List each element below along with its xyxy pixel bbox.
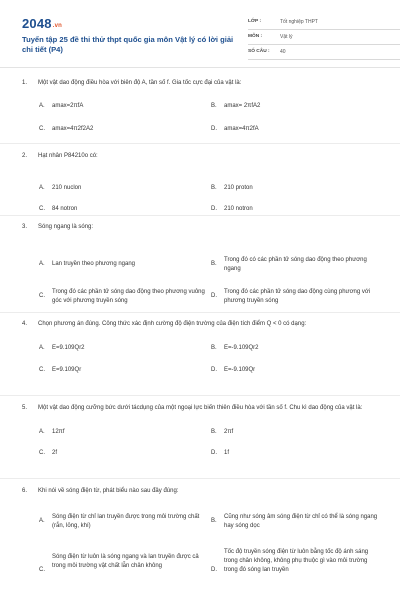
option-letter: A. (39, 518, 45, 524)
option-text: 12πf (52, 429, 65, 435)
option-list (22, 161, 382, 212)
question-number: 1. (22, 80, 28, 86)
meta-label: MÔN : (248, 34, 263, 39)
option-letter: C. (39, 206, 45, 212)
option-text: E=-9.109Qr (224, 367, 256, 373)
option-letter: B. (211, 518, 217, 524)
meta-label: LỚP : (248, 19, 262, 24)
option-letter: B. (211, 261, 217, 267)
question-divider (0, 395, 400, 396)
option-text: Trong đó các phần tử sóng dao động cùng phương với phương truyền sóng (224, 289, 371, 304)
option-letter: A. (39, 261, 45, 267)
option-text: 2πf (224, 429, 234, 435)
question-divider (0, 478, 400, 479)
option-text: E=9.109Qr2 (52, 345, 85, 351)
header-divider (0, 67, 400, 68)
option-letter: D. (211, 293, 217, 299)
option-text: Lan truyền theo phương ngang (52, 261, 136, 267)
option-letter: D. (211, 567, 217, 573)
option-text: amax= 2πfA2 (224, 103, 261, 109)
option-list (22, 232, 382, 312)
option-letter: A. (39, 429, 45, 435)
meta-value: Vật lý (280, 34, 293, 40)
meta-value: 40 (280, 49, 286, 55)
site-logo[interactable] (22, 16, 62, 31)
question-4 (22, 320, 382, 373)
question-number: 2. (22, 153, 28, 159)
logo-suffix: .vn (52, 23, 63, 29)
option-letter: B. (211, 345, 217, 351)
option-text: Sóng điện từ chỉ lan truyền được trong môi trường chất (rắn, lỏng, khí) (52, 514, 200, 529)
question-number: 5. (22, 405, 28, 411)
option-text: amax=4π2fA (224, 126, 259, 132)
question-number: 4. (22, 321, 28, 327)
document-meta (248, 16, 400, 61)
question-stem (22, 79, 382, 88)
option-letter: D. (211, 126, 217, 132)
option-text: Trong đó có các phần tử sóng dao động theo phương ngang (224, 257, 367, 272)
document-title: Tuyển tập 25 đề thi thử thpt quốc gia môn Vật lý có lời giải chi tiết (P4) (22, 35, 234, 54)
question-divider (0, 215, 400, 216)
option-letter: B. (211, 103, 217, 109)
option-letter: A. (39, 185, 45, 191)
option-letter: C. (39, 450, 45, 456)
option-text: E=-9.109Qr2 (224, 345, 259, 351)
option-list (22, 88, 382, 132)
question-5 (22, 404, 382, 456)
option-text: 1f (224, 450, 230, 456)
question-text: Một vật dao động cưỡng bức dưới tácdụng của một ngoại lực biến thiên điều hòa với tần số f. Chu kì dao động của vật là: (38, 405, 363, 411)
question-2 (22, 152, 382, 212)
meta-row-class (248, 16, 400, 30)
option-letter: A. (39, 103, 45, 109)
option-text: E=9.109Qr (52, 367, 82, 373)
option-letter: C. (39, 126, 45, 132)
question-number: 6. (22, 488, 28, 494)
question-divider (0, 143, 400, 144)
option-letter: C. (39, 293, 45, 299)
page-header (22, 16, 382, 66)
option-text: Tốc độ truyền sóng điện từ luôn bằng tốc độ ánh sáng trong chân không, không phụ thuộc gì vào môi trường trong đó sóng lan truyền (224, 549, 369, 573)
meta-value: Tốt nghiệp THPT (280, 19, 318, 25)
question-stem (22, 487, 382, 496)
question-3 (22, 223, 382, 312)
question-divider (0, 312, 400, 313)
question-stem (22, 223, 382, 232)
option-letter: A. (39, 345, 45, 351)
option-text: 2f (52, 450, 58, 456)
question-stem (22, 320, 382, 329)
option-letter: C. (39, 567, 45, 573)
option-list (22, 329, 382, 373)
option-letter: B. (211, 429, 217, 435)
option-text: amax=4π2f2A2 (52, 126, 94, 132)
question-text: Sóng ngang là sóng: (38, 224, 94, 230)
question-text: Một vật dao động điều hòa với biên độ A, tần số f. Gia tốc cực đại của vật là: (38, 80, 242, 86)
option-text: Sóng điện từ luôn là sóng ngang và lan truyền được cả trong môi trường vật chất lẫn chân không (52, 554, 199, 569)
question-text: Khi nói về sóng điện từ, phát biểu nào sau đây đúng: (38, 488, 179, 494)
option-text: 210 notron (224, 206, 253, 212)
option-text: 210 proton (224, 185, 253, 191)
option-letter: B. (211, 185, 217, 191)
option-letter: D. (211, 206, 217, 212)
question-1 (22, 79, 382, 132)
question-text: Chọn phương án đúng. Công thức xác định cường độ điện trường của điện tích điểm Q < 0 có dạng: (38, 321, 307, 327)
question-text: Hạt nhân P84210o có: (38, 153, 98, 159)
logo-text: 2048 (22, 16, 52, 31)
option-list (22, 413, 382, 456)
meta-row-question-count (248, 46, 400, 60)
question-number: 3. (22, 224, 28, 230)
meta-label: SỐ CÂU : (248, 49, 270, 54)
question-stem (22, 152, 382, 161)
option-text: 84 notron (52, 206, 78, 212)
question-stem (22, 404, 382, 413)
option-text: Trong đó các phần tử sóng dao động theo phương vuông góc với phương truyền sóng (52, 289, 205, 304)
option-letter: D. (211, 450, 217, 456)
option-text: 210 nuclon (52, 185, 82, 191)
option-list (22, 496, 382, 596)
meta-row-subject (248, 31, 400, 45)
option-letter: D. (211, 367, 217, 373)
option-text: amax=2πfA (52, 103, 84, 109)
option-text: Cũng như sóng âm sóng điện từ chỉ có thể là sóng ngang hay sóng dọc (224, 514, 378, 529)
question-6 (22, 487, 382, 596)
option-letter: C. (39, 367, 45, 373)
